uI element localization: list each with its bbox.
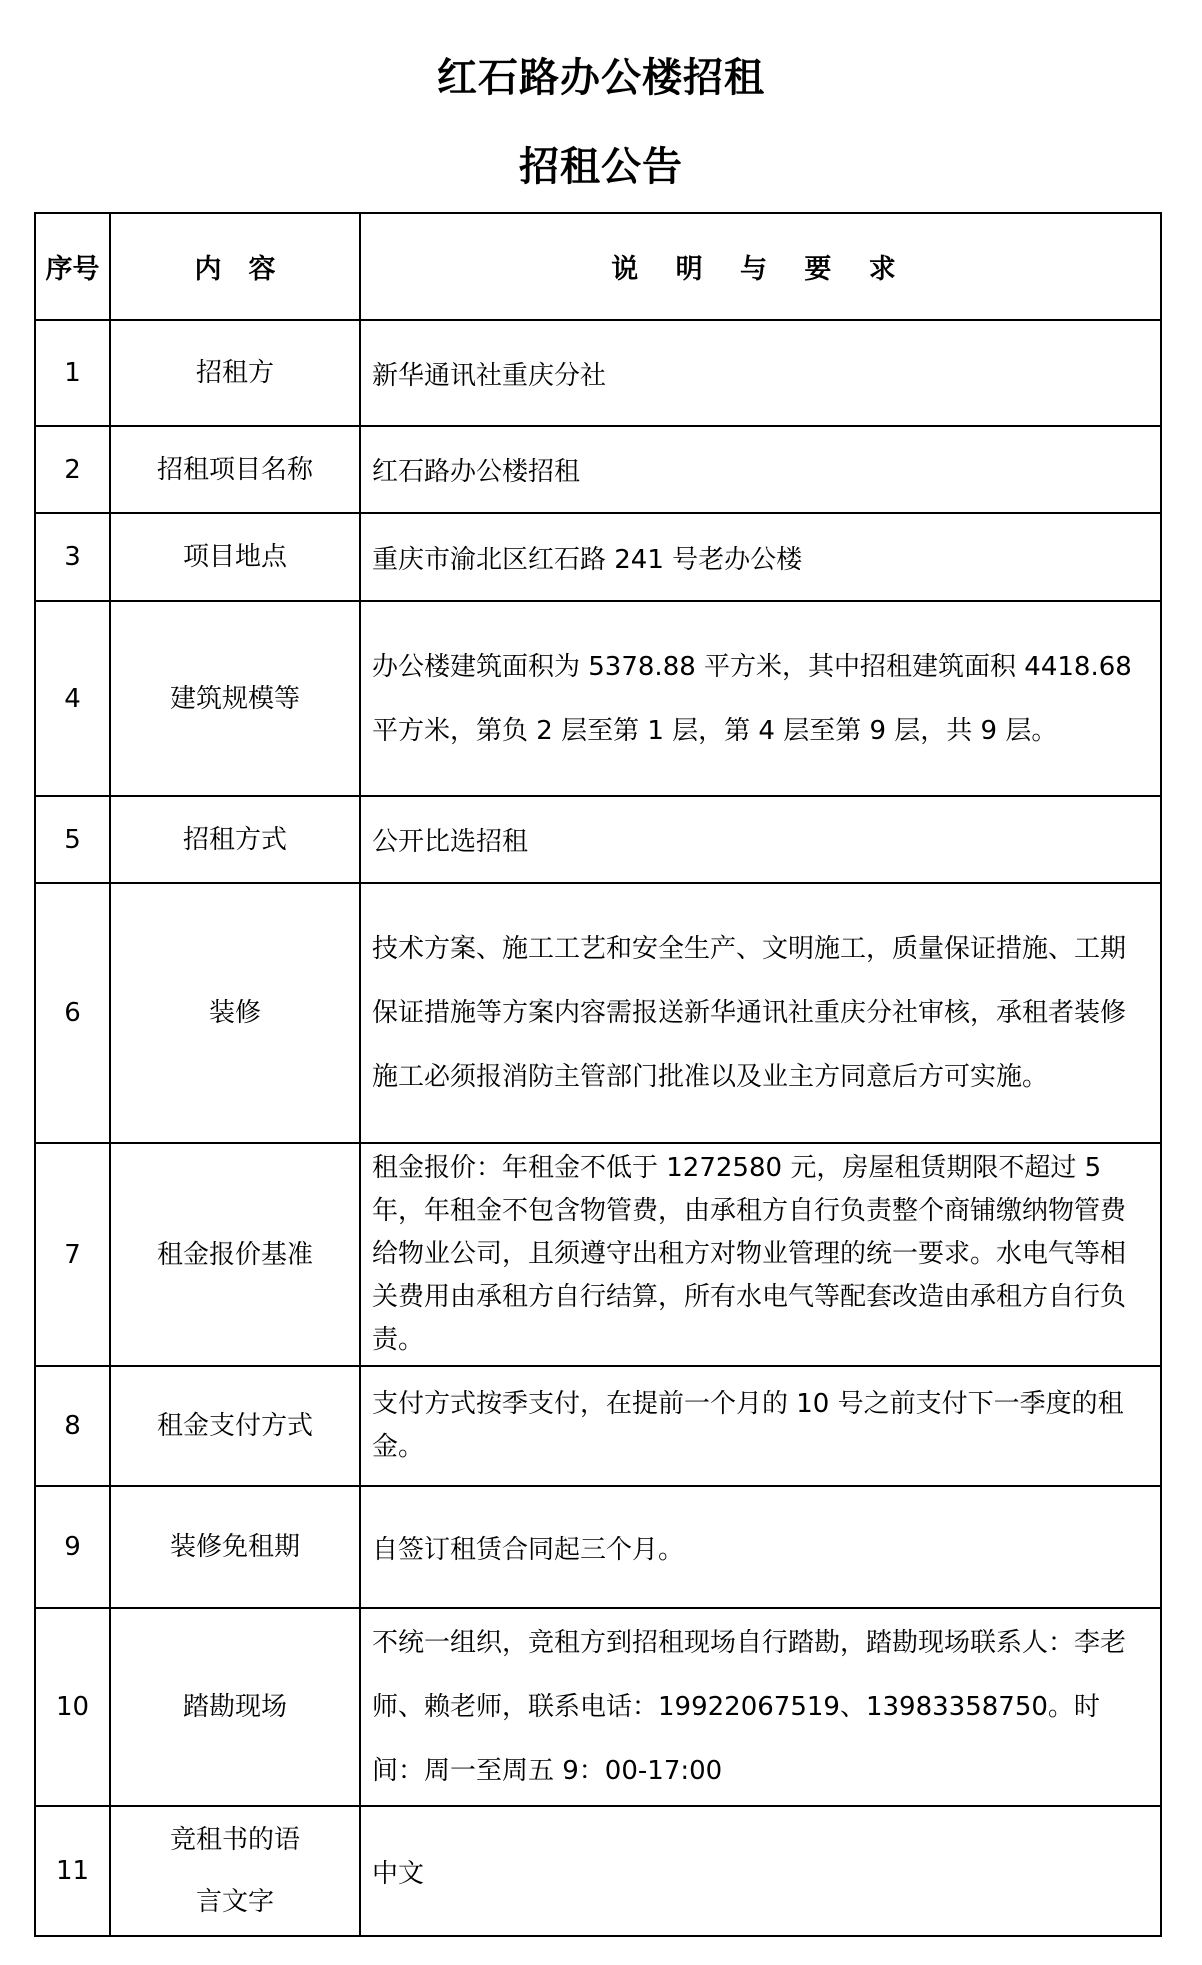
row-desc: 办公楼建筑面积为 5378.88 平方米，其中招租建筑面积 4418.68 平方米，第负 2 层至第 1 层，第 4 层至第 9 层，共 9 层。	[360, 601, 1161, 796]
table-row	[35, 601, 1161, 796]
row-item: 建筑规模等	[110, 601, 360, 796]
table-row	[35, 513, 1161, 601]
row-no: 6	[35, 883, 110, 1143]
page-subtitle: 招租公告	[519, 143, 683, 190]
header-no: 序号	[35, 213, 110, 320]
row-item: 租金报价基准	[110, 1143, 360, 1366]
row-item: 招租项目名称	[110, 426, 360, 513]
row-no: 2	[35, 426, 110, 513]
row-item: 装修免租期	[110, 1486, 360, 1608]
table-row	[35, 426, 1161, 513]
row-no: 7	[35, 1143, 110, 1366]
row-item: 招租方式	[110, 796, 360, 883]
header-desc: 说 明 与 要 求	[360, 213, 1161, 320]
row-desc: 红石路办公楼招租	[360, 426, 1161, 513]
row-no: 5	[35, 796, 110, 883]
row-item: 项目地点	[110, 513, 360, 601]
row-no: 4	[35, 601, 110, 796]
row-desc: 新华通讯社重庆分社	[360, 320, 1161, 426]
row-desc: 中文	[360, 1806, 1161, 1936]
row-item: 租金支付方式	[110, 1366, 360, 1486]
table-row	[35, 1143, 1161, 1366]
page-title: 红石路办公楼招租	[437, 54, 765, 101]
row-no: 9	[35, 1486, 110, 1608]
row-item: 招租方	[110, 320, 360, 426]
table-row	[35, 1366, 1161, 1486]
row-item: 装修	[110, 883, 360, 1143]
table-row	[35, 320, 1161, 426]
row-no: 10	[35, 1608, 110, 1806]
row-desc: 技术方案、施工工艺和安全生产、文明施工，质量保证措施、工期保证措施等方案内容需报送新华通讯社重庆分社审核，承租者装修施工必须报消防主管部门批准以及业主方同意后方可实施。	[360, 883, 1161, 1143]
row-desc: 重庆市渝北区红石路 241 号老办公楼	[360, 513, 1161, 601]
row-desc: 公开比选招租	[360, 796, 1161, 883]
table-header-row	[35, 213, 1161, 320]
row-no: 11	[35, 1806, 110, 1936]
table-row	[35, 1486, 1161, 1608]
row-desc: 租金报价：年租金不低于 1272580 元，房屋租赁期限不超过 5 年，年租金不包含物管费，由承租方自行负责整个商铺缴纳物管费给物业公司，且须遵守出租方对物业管理的统一要求。水电气等相关费用由承租方自行结算，所有水电气等配套改造由承租方自行负责。	[360, 1143, 1161, 1366]
row-no: 1	[35, 320, 110, 426]
row-desc: 自签订租赁合同起三个月。	[360, 1486, 1161, 1608]
notice-table	[34, 212, 1162, 1937]
row-no: 3	[35, 513, 110, 601]
row-desc: 支付方式按季支付，在提前一个月的 10 号之前支付下一季度的租金。	[360, 1366, 1161, 1486]
table-row	[35, 796, 1161, 883]
table-row	[35, 883, 1161, 1143]
row-item: 踏勘现场	[110, 1608, 360, 1806]
row-item: 竞租书的语言文字	[110, 1806, 360, 1936]
row-desc: 不统一组织，竞租方到招租现场自行踏勘，踏勘现场联系人：李老师、赖老师，联系电话：19922067519、13983358750。时间：周一至周五 9：00-17:00	[360, 1608, 1161, 1806]
header-item: 内 容	[110, 213, 360, 320]
table-row	[35, 1806, 1161, 1936]
table-row	[35, 1608, 1161, 1806]
row-no: 8	[35, 1366, 110, 1486]
